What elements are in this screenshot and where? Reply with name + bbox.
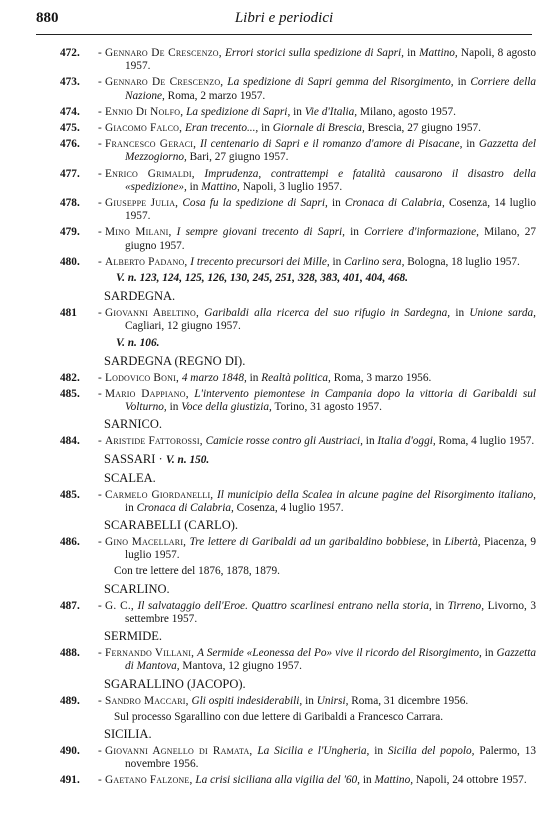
- section-heading: [104, 417, 550, 432]
- bibliography-entry: [0, 435, 550, 448]
- entry-text: [105, 600, 536, 626]
- bibliography-entry: [0, 122, 550, 135]
- bibliography-entry: [0, 47, 550, 73]
- entry-title: Eran trecento...,: [184, 122, 259, 135]
- entry-title: La Sicilia e l'Ungheria,: [257, 744, 370, 757]
- entry-text: [105, 168, 536, 194]
- entry-number: 475.: [60, 122, 80, 135]
- entry-dash: -: [98, 435, 102, 448]
- entry-author: Alberto Padano,: [105, 255, 188, 268]
- entry-dash: -: [98, 307, 102, 320]
- entry-author: Enrico Grimaldi,: [105, 167, 195, 180]
- cross-reference: [116, 272, 550, 285]
- entry-author: Aristide Fattorossi,: [105, 435, 203, 448]
- entry-number: 484.: [60, 435, 80, 448]
- entry-text: [105, 774, 536, 787]
- entry-place-date: Cosenza, 4 luglio 1957.: [233, 501, 344, 514]
- section-title: SICILIA.: [104, 726, 152, 741]
- entry-number: 481: [60, 307, 77, 320]
- section-title: SCALEA.: [104, 470, 156, 485]
- bibliography-entry: [0, 388, 550, 414]
- entry-in: in: [327, 197, 345, 210]
- section-heading: [104, 582, 550, 597]
- bibliography-entry: [0, 774, 550, 787]
- entry-author: Gennaro De Crescenzo,: [105, 76, 224, 89]
- entry-place-date: Roma, 4 luglio 1957.: [435, 435, 535, 448]
- entry-place-date: Napoli, 3 luglio 1957.: [239, 180, 343, 193]
- entry-note: Sul processo Sgarallino con due lettere di Garibaldi a Francesco Carrara.: [114, 710, 444, 723]
- entry-source: Vie d'Italia,: [304, 105, 358, 118]
- entry-place-date: Mantova, 12 giugno 1957.: [179, 660, 302, 673]
- entry-text: [105, 138, 536, 164]
- entry-dash: -: [98, 105, 102, 118]
- entry-title: I trecento precursori dei Mille,: [190, 255, 330, 268]
- entry-place-date: Palermo, 13 novembre 1956.: [125, 744, 536, 771]
- cross-reference: [116, 337, 550, 350]
- entry-author: Carmelo Giordanelli,: [105, 488, 214, 501]
- entry-place-date: Cagliari, 12 giugno 1957.: [125, 320, 241, 333]
- entry-source: Unirsi,: [316, 694, 349, 707]
- entry-dash: -: [98, 167, 102, 180]
- entry-place-date: Napoli, 8 agosto 1957.: [125, 47, 536, 73]
- entry-title: Imprudenza, contrattempi e fatalità causarono il disastro della «spedizione»,: [125, 167, 536, 193]
- entry-source: Corriere d'informazione,: [364, 226, 479, 239]
- entry-place-date: Brescia, 27 giugno 1957.: [364, 122, 481, 135]
- entry-number: 477.: [60, 167, 80, 180]
- bibliography-entry: [0, 226, 550, 252]
- entry-in: in: [428, 536, 445, 549]
- entry-text: [105, 372, 536, 385]
- entry-dash: -: [98, 599, 102, 612]
- entry-author: Lodovico Boni,: [105, 371, 179, 384]
- entry-source: Carlino sera,: [344, 255, 405, 268]
- entry-text: [105, 256, 536, 269]
- entry-in: in: [186, 180, 202, 193]
- entry-in: in: [329, 255, 345, 268]
- entry-in: in: [369, 744, 388, 757]
- section-heading: [104, 354, 550, 369]
- bibliography-entry: [0, 745, 550, 771]
- bibliography-list: [0, 47, 550, 791]
- entry-place-date: Livorno, 3 settembre 1957.: [125, 599, 536, 625]
- bibliography-entry: [0, 536, 550, 562]
- entry-text: [105, 197, 536, 223]
- entry-place-date: Roma, 3 marzo 1956.: [330, 371, 432, 384]
- entry-number: 486.: [60, 536, 80, 549]
- entry-number: 480.: [60, 255, 80, 268]
- entry-text: [105, 76, 536, 102]
- entry-in: in: [462, 138, 479, 151]
- entry-dash: -: [98, 774, 102, 787]
- entry-number: 488.: [60, 647, 80, 660]
- entry-source: Mattino,: [419, 47, 458, 59]
- entry-number: 472.: [60, 47, 80, 59]
- entry-number: 474.: [60, 105, 80, 118]
- entry-in: in: [166, 401, 182, 414]
- entry-dash: -: [98, 76, 102, 89]
- entry-place-date: Milano, 27 giugno 1957.: [125, 226, 536, 252]
- section-heading: [104, 471, 550, 486]
- section-heading: [104, 629, 550, 644]
- entry-number: 491.: [60, 774, 80, 787]
- section-title: SARDEGNA (REGNO DI).: [104, 353, 246, 368]
- section-title: SARDEGNA.: [104, 289, 176, 304]
- section-heading: [104, 677, 550, 692]
- section-title: SARNICO.: [104, 417, 162, 432]
- entry-author: Gennaro De Crescenzo,: [105, 47, 222, 59]
- entry-text: [105, 489, 536, 515]
- entry-dash: -: [98, 647, 102, 660]
- entry-title: Il salvataggio dell'Eroe. Quattro scarlinesi entrano nella storia,: [137, 599, 432, 612]
- entry-title: Cosa fu la spedizione di Sapri,: [182, 197, 328, 210]
- entry-dash: -: [98, 694, 102, 707]
- entry-in: in: [290, 105, 305, 118]
- entry-number: 479.: [60, 226, 80, 239]
- entry-title: La crisi siciliana alla vigilia del '60,: [195, 774, 361, 787]
- entry-dash: -: [98, 197, 102, 210]
- entry-title: Il centenario di Sapri e il romanzo d'amore di Pisacane,: [199, 138, 463, 151]
- entry-title: Il municipio della Scalea in alcune pagine del Risorgimento italiano,: [216, 488, 536, 501]
- entry-in: in: [345, 226, 365, 239]
- entry-dash: -: [98, 122, 102, 135]
- entry-text: [105, 536, 536, 562]
- entry-author: Mario Dappiano,: [105, 388, 189, 401]
- entry-title: Gli ospiti indesiderabili,: [191, 694, 303, 707]
- entry-place-date: Piacenza, 9 luglio 1957.: [125, 536, 537, 562]
- entry-number: 485.: [60, 488, 80, 501]
- entry-source: Voce della giustizia,: [181, 401, 272, 414]
- entry-source: Gazzetta di Mantova,: [125, 647, 537, 673]
- entry-number: 489.: [60, 694, 80, 707]
- bibliography-entry: [0, 256, 550, 269]
- bibliography-entry: [0, 647, 550, 673]
- header-rule: [36, 34, 532, 35]
- entry-in: in: [125, 501, 137, 514]
- entry-in: in: [246, 371, 262, 384]
- entry-source: Corriere della Nazione,: [125, 76, 536, 102]
- entry-in: in: [302, 694, 317, 707]
- entry-source: Sicilia del popolo,: [387, 744, 475, 757]
- entry-dash: -: [98, 371, 102, 384]
- entry-author: Ennio Di Nolfo,: [105, 105, 184, 118]
- entry-source: Realtà politica,: [261, 371, 331, 384]
- entry-number: 476.: [60, 138, 80, 151]
- entry-in: in: [453, 76, 471, 89]
- section-heading: [104, 452, 550, 468]
- entry-source: Giornale di Brescia,: [272, 122, 365, 135]
- entry-title: I sempre giovani trecento di Sapri,: [176, 226, 345, 239]
- entry-author: Giuseppe Julia,: [105, 197, 179, 210]
- entry-place-date: Bologna, 18 luglio 1957.: [404, 255, 520, 268]
- entry-in: in: [431, 599, 448, 612]
- entry-author: Francesco Geraci,: [105, 138, 197, 151]
- entry-dash: -: [98, 744, 102, 757]
- bibliography-entry: [0, 106, 550, 119]
- entry-source: Cronaca di Calabria,: [344, 197, 445, 210]
- entry-in: in: [481, 647, 497, 660]
- entry-source: Unione sarda,: [469, 307, 537, 320]
- entry-source: Cronaca di Calabria,: [136, 501, 234, 514]
- entry-number: 485.: [60, 388, 80, 401]
- entry-dash: -: [98, 255, 102, 268]
- cross-reference-text: V. n. 123, 124, 125, 126, 130, 245, 251, 328, 383, 401, 404, 468.: [116, 272, 408, 285]
- entry-place-date: Bari, 27 giugno 1957.: [186, 151, 289, 164]
- bibliography-entry: [0, 76, 550, 102]
- bibliography-entry: [0, 138, 550, 164]
- section-title: SCARLINO.: [104, 581, 170, 596]
- entry-text: [105, 47, 536, 73]
- entry-place-date: Torino, 31 agosto 1957.: [271, 401, 382, 414]
- entry-title: A Sermide «Leonessa del Po» vive il ricordo del Risorgimento,: [197, 647, 482, 660]
- section-title: SCARABELLI (CARLO).: [104, 518, 239, 533]
- entry-dash: -: [98, 226, 102, 239]
- entry-author: Giacomo Falco,: [105, 122, 183, 135]
- cross-reference-text: V. n. 106.: [116, 336, 160, 349]
- entry-source: Mattino,: [201, 180, 240, 193]
- running-title: Libri e periodici: [234, 10, 334, 26]
- entry-title: L'intervento piemontese in Campania dopo la vittoria di Garibaldi sul Volturno,: [125, 388, 537, 414]
- entry-source: Libertà,: [444, 536, 481, 549]
- entry-place-date: Roma, 31 dicembre 1956.: [348, 694, 469, 707]
- entry-in: in: [258, 122, 273, 135]
- entry-title: Tre lettere di Garibaldi ad un garibaldino bobbiese,: [189, 536, 429, 549]
- entry-author: Gino Macellari,: [105, 536, 187, 549]
- entry-title: La spedizione di Sapri gemma del Risorgimento,: [227, 76, 454, 89]
- section-crossref: V. n. 150.: [165, 453, 210, 466]
- entry-text: [105, 106, 536, 119]
- bibliography-entry: [0, 197, 550, 223]
- entry-title: Garibaldi alla ricerca del suo rifugio in Sardegna,: [204, 307, 451, 320]
- entry-in: in: [362, 435, 378, 448]
- entry-text: [105, 647, 536, 673]
- entry-place-date: Milano, agosto 1957.: [357, 105, 456, 118]
- entry-text: [105, 388, 536, 414]
- entry-in: in: [450, 307, 470, 320]
- entry-title: Camicie rosse contro gli Austriaci,: [205, 435, 363, 448]
- entry-title: La spedizione di Sapri,: [186, 105, 291, 118]
- entry-text: [105, 695, 536, 708]
- entry-in: in: [403, 47, 420, 59]
- entry-place-date: Cosenza, 14 luglio 1957.: [125, 197, 537, 223]
- section-heading: [104, 289, 550, 304]
- section-title: SERMIDE.: [104, 629, 162, 644]
- bibliography-entry: [0, 600, 550, 626]
- section-heading: [104, 518, 550, 533]
- entry-author: Giovanni Abeltino,: [105, 307, 200, 320]
- entry-text: [105, 307, 536, 333]
- bibliography-entry: [0, 168, 550, 194]
- entry-number: 490.: [60, 744, 80, 757]
- page-number: 880: [36, 10, 59, 26]
- entry-author: Fernando Villani,: [105, 647, 195, 660]
- entry-source: Gazzetta del Mezzogiorno,: [125, 138, 537, 164]
- entry-dash: -: [98, 47, 102, 59]
- entry-author: Gaetano Falzone,: [105, 774, 193, 787]
- entry-text: [105, 745, 536, 771]
- section-title: SGARALLINO (JACOPO).: [104, 676, 246, 691]
- entry-dash: -: [98, 536, 102, 549]
- entry-author: Giovanni Agnello di Ramata,: [105, 744, 253, 757]
- page-header: [36, 10, 532, 32]
- entry-place-date: Roma, 2 marzo 1957.: [164, 89, 266, 102]
- entry-place-date: Napoli, 24 ottobre 1957.: [413, 774, 527, 787]
- bibliography-entry: [0, 372, 550, 385]
- bibliography-entry: [0, 307, 550, 333]
- entry-text: [105, 122, 536, 135]
- entry-number: 487.: [60, 599, 80, 612]
- entry-number: 482.: [60, 371, 80, 384]
- entry-author: G. C.,: [105, 599, 134, 612]
- entry-title: Errori storici sulla spedizione di Sapri,: [224, 47, 404, 59]
- entry-author: Mino Milani,: [105, 226, 172, 239]
- entry-number: 478.: [60, 197, 80, 210]
- entry-source: Mattino,: [374, 774, 414, 787]
- entry-text: [105, 226, 536, 252]
- entry-dash: -: [98, 488, 102, 501]
- entry-text: [105, 435, 536, 448]
- entry-source: Tirreno,: [447, 599, 485, 612]
- entry-number: 473.: [60, 76, 80, 89]
- bibliography-entry: [0, 695, 550, 708]
- entry-author: Sandro Maccari,: [105, 694, 189, 707]
- entry-note: Con tre lettere del 1876, 1878, 1879.: [114, 565, 280, 578]
- entry-title: 4 marzo 1848,: [181, 371, 247, 384]
- section-heading: [104, 727, 550, 742]
- entry-source: Italia d'oggi,: [377, 435, 436, 448]
- entry-dash: -: [98, 138, 102, 151]
- bibliography-entry: [0, 489, 550, 515]
- section-title: SASSARI ·: [104, 451, 166, 466]
- entry-dash: -: [98, 388, 102, 401]
- entry-in: in: [360, 774, 375, 787]
